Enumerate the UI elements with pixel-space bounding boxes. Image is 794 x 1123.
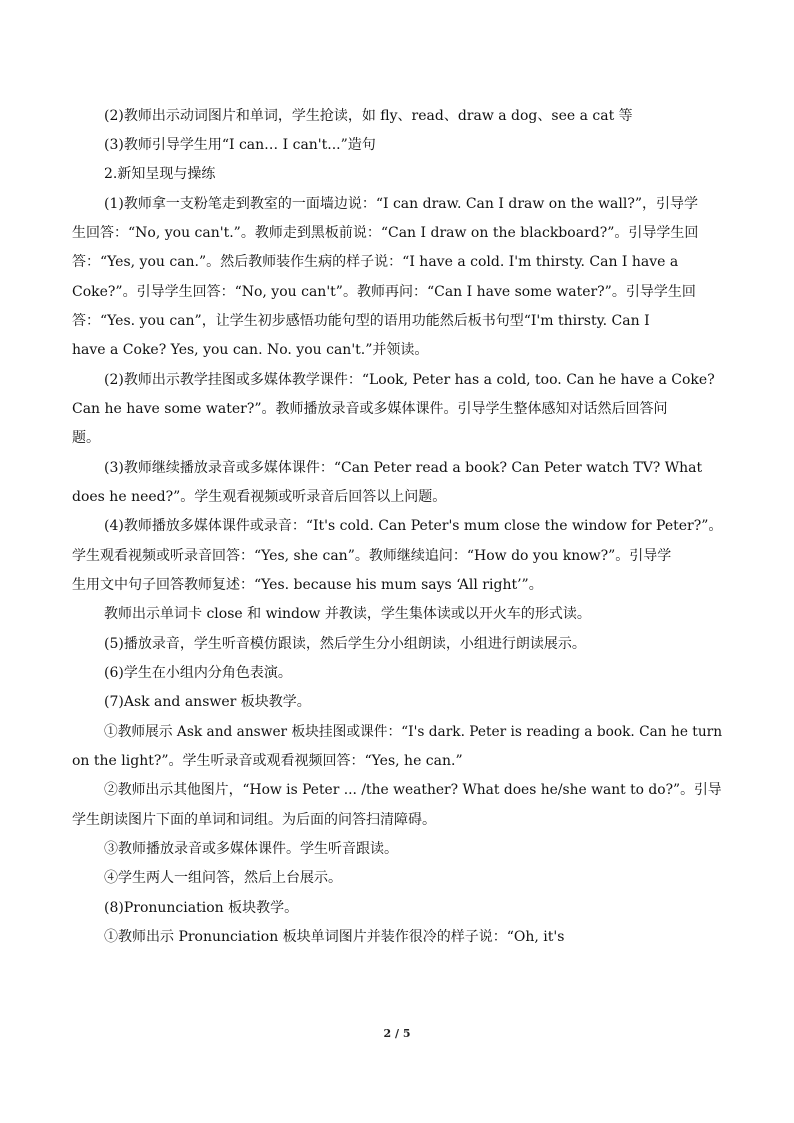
paragraph-line: (8)Pronunciation 板块教学。 — [104, 900, 299, 916]
paragraph-line: 学生朗读图片下面的单词和词组。为后面的问答扫清障碍。 — [72, 812, 436, 828]
paragraph-line: 答：“Yes, you can.”。然后教师装作生病的样子说：“I have a cold. I'm thirsty. Can I have a — [72, 254, 679, 270]
paragraph-line: ③教师播放录音或多媒体课件。学生听音跟读。 — [104, 841, 398, 857]
paragraph-line: 题。 — [72, 430, 100, 446]
paragraph-line: (7)Ask and answer 板块教学。 — [104, 694, 311, 710]
paragraph-line: (2)教师出示教学挂图或多媒体教学课件：“Look, Peter has a cold, too. Can he have a Coke? — [104, 372, 715, 388]
paragraph-line: on the light?”。学生听录音或观看视频回答：“Yes, he can.” — [72, 753, 463, 769]
paragraph-line: (3)教师引导学生用“I can… I can't...”造句 — [104, 137, 376, 153]
paragraph-line: Can he have some water?”。教师播放录音或多媒体课件。引导学生整体感知对话然后回答问 — [72, 401, 668, 417]
paragraph-line: ④学生两人一组问答，然后上台展示。 — [104, 870, 342, 886]
paragraph-line: 答：“Yes. you can”，让学生初步感悟功能句型的语用功能然后板书句型“I'm thirsty. Can I — [72, 313, 650, 329]
paragraph-line: (3)教师继续播放录音或多媒体课件：“Can Peter read a book? Can Peter watch TV? What — [104, 460, 703, 476]
paragraph-line: have a Coke? Yes, you can. No. you can't.”并领读。 — [72, 342, 429, 358]
paragraph-line: Coke?”。引导学生回答：“No, you can't”。教师再问：“Can I have some water?”。引导学生回 — [72, 284, 696, 300]
paragraph-line: 学生观看视频或听录音回答：“Yes, she can”。教师继续追问：“How do you know?”。引导学 — [72, 548, 672, 564]
paragraph-line: 生用文中句子回答教师复述：“Yes. because his mum says ‘All right’”。 — [72, 577, 543, 593]
page-number: 2 / 5 — [383, 1027, 411, 1040]
paragraph-line: does he need?”。学生观看视频或听录音后回答以上问题。 — [72, 489, 447, 505]
paragraph-line: ①教师出示 Pronunciation 板块单词图片并装作很冷的样子说：“Oh, it's — [104, 929, 565, 945]
paragraph-line: ①教师展示 Ask and answer 板块挂图或课件：“I's dark. Peter is reading a book. Can he turn — [104, 724, 723, 740]
paragraph-line: (5)播放录音，学生听音模仿跟读，然后学生分小组朗读，小组进行朗读展示。 — [104, 636, 586, 652]
paragraph-line: (2)教师出示动词图片和单词，学生抢读，如 fly、read、draw a dog、see a cat 等 — [104, 108, 633, 124]
paragraph-line: 生回答：“No, you can't.”。教师走到黑板前说：“Can I draw on the blackboard?”。引导学生回 — [72, 225, 699, 241]
paragraph-line: 教师出示单词卡 close 和 window 并教读，学生集体读或以开火车的形式读。 — [104, 606, 591, 622]
section-heading: 2.新知呈现与操练 — [104, 166, 216, 182]
paragraph-line: ②教师出示其他图片，“How is Peter ... /the weather? What does he/she want to do?”。引导 — [104, 782, 722, 798]
paragraph-line: (4)教师播放多媒体课件或录音：“It's cold. Can Peter's mum close the window for Peter?”。 — [104, 518, 723, 534]
paragraph-line: (6)学生在小组内分角色表演。 — [104, 665, 292, 681]
paragraph-line: (1)教师拿一支粉笔走到教室的一面墙边说：“I can draw. Can I draw on the wall?”，引导学 — [104, 196, 699, 212]
